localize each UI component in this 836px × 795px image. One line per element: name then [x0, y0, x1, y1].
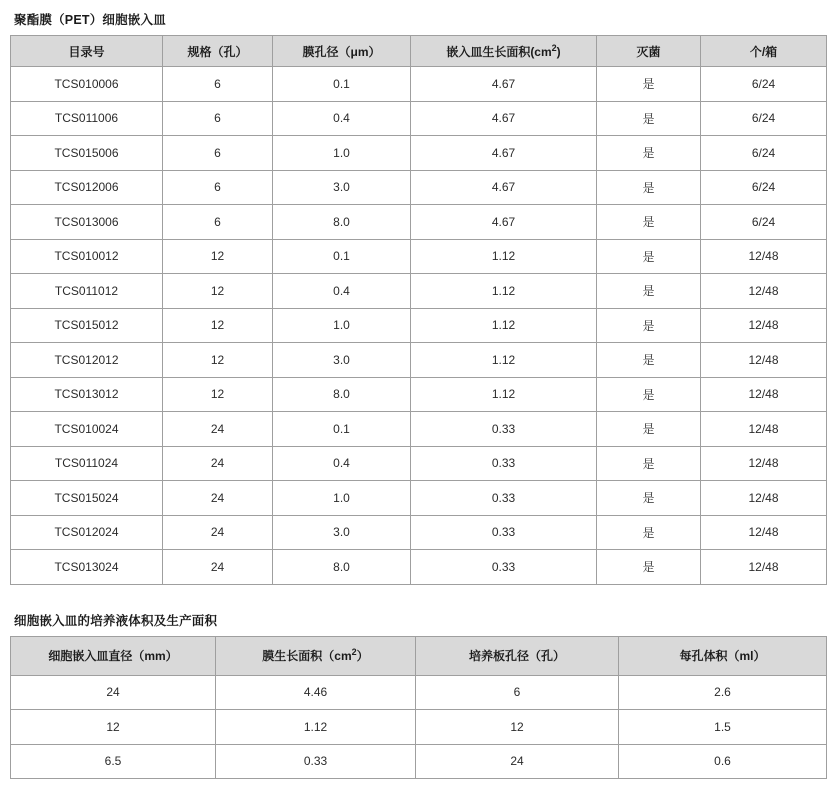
cell-well-format: 6	[163, 67, 273, 102]
table-row	[11, 675, 827, 710]
cell-units-per-case: 6/24	[701, 170, 827, 205]
cell-catalog-no: TCS015012	[11, 308, 163, 343]
cell-sterile: 是	[597, 481, 701, 516]
cell-growth-area: 4.67	[411, 170, 597, 205]
cell-pore-size: 0.1	[273, 412, 411, 447]
cell-pore-size: 1.0	[273, 136, 411, 171]
cell-sterile: 是	[597, 274, 701, 309]
cell-membrane-area: 4.46	[216, 675, 416, 710]
cell-pore-size: 8.0	[273, 550, 411, 585]
cell-catalog-no: TCS010006	[11, 67, 163, 102]
cell-units-per-case: 12/48	[701, 274, 827, 309]
cell-units-per-case: 12/48	[701, 481, 827, 516]
cell-membrane-area: 0.33	[216, 744, 416, 779]
cell-pore-size: 1.0	[273, 481, 411, 516]
cell-pore-size: 1.0	[273, 308, 411, 343]
cell-sterile: 是	[597, 170, 701, 205]
cell-pore-size: 0.4	[273, 446, 411, 481]
cell-insert-diameter: 12	[11, 710, 216, 745]
cell-catalog-no: TCS011006	[11, 101, 163, 136]
cell-volume-per-well: 0.6	[619, 744, 827, 779]
table-row	[11, 446, 827, 481]
table-row	[11, 67, 827, 102]
cell-pore-size: 0.1	[273, 239, 411, 274]
cell-pore-size: 8.0	[273, 377, 411, 412]
cell-units-per-case: 12/48	[701, 308, 827, 343]
cell-sterile: 是	[597, 446, 701, 481]
cell-insert-diameter: 24	[11, 675, 216, 710]
cell-units-per-case: 12/48	[701, 446, 827, 481]
cell-pore-size: 3.0	[273, 515, 411, 550]
cell-well-format: 6	[163, 170, 273, 205]
cell-well-format: 6	[163, 101, 273, 136]
cell-pore-size: 0.4	[273, 274, 411, 309]
table-row	[11, 744, 827, 779]
cell-sterile: 是	[597, 377, 701, 412]
cell-well-format: 24	[163, 550, 273, 585]
cell-sterile: 是	[597, 67, 701, 102]
table-row	[11, 343, 827, 378]
column-header-pore-size: 膜孔径（μm）	[273, 36, 411, 67]
cell-catalog-no: TCS015006	[11, 136, 163, 171]
cell-growth-area: 0.33	[411, 412, 597, 447]
table-row	[11, 274, 827, 309]
cell-sterile: 是	[597, 101, 701, 136]
cell-catalog-no: TCS011024	[11, 446, 163, 481]
cell-well-format: 12	[163, 239, 273, 274]
cell-sterile: 是	[597, 412, 701, 447]
catalog-table-body	[11, 67, 827, 585]
cell-catalog-no: TCS013012	[11, 377, 163, 412]
cell-units-per-case: 6/24	[701, 136, 827, 171]
cell-plate-well-format: 24	[416, 744, 619, 779]
cell-well-format: 24	[163, 515, 273, 550]
cell-well-format: 12	[163, 274, 273, 309]
cell-sterile: 是	[597, 550, 701, 585]
cell-units-per-case: 6/24	[701, 101, 827, 136]
cell-well-format: 12	[163, 308, 273, 343]
column-header-units-per-case: 个/箱	[701, 36, 827, 67]
cell-catalog-no: TCS013006	[11, 205, 163, 240]
table-row	[11, 515, 827, 550]
cell-catalog-no: TCS011012	[11, 274, 163, 309]
volume-section-title: 细胞嵌入皿的培养液体积及生产面积	[14, 613, 218, 628]
cell-sterile: 是	[597, 205, 701, 240]
table-row	[11, 377, 827, 412]
cell-pore-size: 0.4	[273, 101, 411, 136]
cell-units-per-case: 6/24	[701, 205, 827, 240]
cell-well-format: 24	[163, 481, 273, 516]
cell-well-format: 12	[163, 343, 273, 378]
cell-growth-area: 1.12	[411, 377, 597, 412]
table-row	[11, 550, 827, 585]
cell-units-per-case: 12/48	[701, 377, 827, 412]
column-header-volume-per-well: 每孔体积（ml）	[619, 636, 827, 675]
cell-pore-size: 3.0	[273, 170, 411, 205]
cell-growth-area: 4.67	[411, 67, 597, 102]
column-header-plate-well-format: 培养板孔径（孔）	[416, 636, 619, 675]
cell-growth-area: 4.67	[411, 205, 597, 240]
cell-volume-per-well: 2.6	[619, 675, 827, 710]
cell-growth-area: 4.67	[411, 136, 597, 171]
cell-plate-well-format: 6	[416, 675, 619, 710]
catalog-section-title: 聚酯膜（PET）细胞嵌入皿	[14, 13, 166, 27]
table-row	[11, 308, 827, 343]
insert-volume-area-table	[10, 636, 827, 780]
pet-insert-catalog-table	[10, 35, 827, 585]
cell-units-per-case: 12/48	[701, 515, 827, 550]
superscript-two: 2	[351, 647, 357, 657]
cell-well-format: 24	[163, 412, 273, 447]
cell-growth-area: 0.33	[411, 515, 597, 550]
volume-table-body	[11, 675, 827, 779]
cell-growth-area: 0.33	[411, 446, 597, 481]
cell-units-per-case: 12/48	[701, 412, 827, 447]
cell-growth-area: 0.33	[411, 550, 597, 585]
cell-growth-area: 0.33	[411, 481, 597, 516]
cell-well-format: 24	[163, 446, 273, 481]
cell-units-per-case: 6/24	[701, 67, 827, 102]
cell-volume-per-well: 1.5	[619, 710, 827, 745]
cell-well-format: 6	[163, 205, 273, 240]
cell-growth-area: 1.12	[411, 239, 597, 274]
table-row	[11, 101, 827, 136]
column-header-sterile: 灭菌	[597, 36, 701, 67]
column-header-insert-diameter: 细胞嵌入皿直径（mm）	[11, 636, 216, 675]
cell-plate-well-format: 12	[416, 710, 619, 745]
column-header-growth-area: 嵌入皿生长面积$(cm^2)$	[411, 36, 597, 67]
cell-sterile: 是	[597, 343, 701, 378]
table-header-row	[11, 36, 827, 67]
cell-catalog-no: TCS012006	[11, 170, 163, 205]
cell-growth-area: 1.12	[411, 308, 597, 343]
cell-sterile: 是	[597, 239, 701, 274]
cell-catalog-no: TCS013024	[11, 550, 163, 585]
cell-pore-size: 8.0	[273, 205, 411, 240]
cell-sterile: 是	[597, 515, 701, 550]
column-header-membrane-area: 膜生长面积$(cm^2)$	[216, 636, 416, 675]
cell-catalog-no: TCS012012	[11, 343, 163, 378]
cell-well-format: 12	[163, 377, 273, 412]
cell-sterile: 是	[597, 136, 701, 171]
cell-catalog-no: TCS012024	[11, 515, 163, 550]
table-row	[11, 205, 827, 240]
cell-pore-size: 0.1	[273, 67, 411, 102]
cell-membrane-area: 1.12	[216, 710, 416, 745]
cell-pore-size: 3.0	[273, 343, 411, 378]
cell-sterile: 是	[597, 308, 701, 343]
table-header-row	[11, 636, 827, 675]
cell-units-per-case: 12/48	[701, 343, 827, 378]
table-row	[11, 239, 827, 274]
cell-growth-area: 1.12	[411, 343, 597, 378]
cell-insert-diameter: 6.5	[11, 744, 216, 779]
table-row	[11, 136, 827, 171]
cell-catalog-no: TCS010024	[11, 412, 163, 447]
cell-catalog-no: TCS010012	[11, 239, 163, 274]
cell-growth-area: 4.67	[411, 101, 597, 136]
column-header-catalog-no: 目录号	[11, 36, 163, 67]
cell-well-format: 6	[163, 136, 273, 171]
table-row	[11, 481, 827, 516]
table-row	[11, 170, 827, 205]
table-row	[11, 412, 827, 447]
cell-catalog-no: TCS015024	[11, 481, 163, 516]
superscript-two: 2	[551, 42, 557, 53]
cell-growth-area: 1.12	[411, 274, 597, 309]
table-row	[11, 710, 827, 745]
cell-units-per-case: 12/48	[701, 550, 827, 585]
cell-units-per-case: 12/48	[701, 239, 827, 274]
column-header-well-format: 规格（孔）	[163, 36, 273, 67]
